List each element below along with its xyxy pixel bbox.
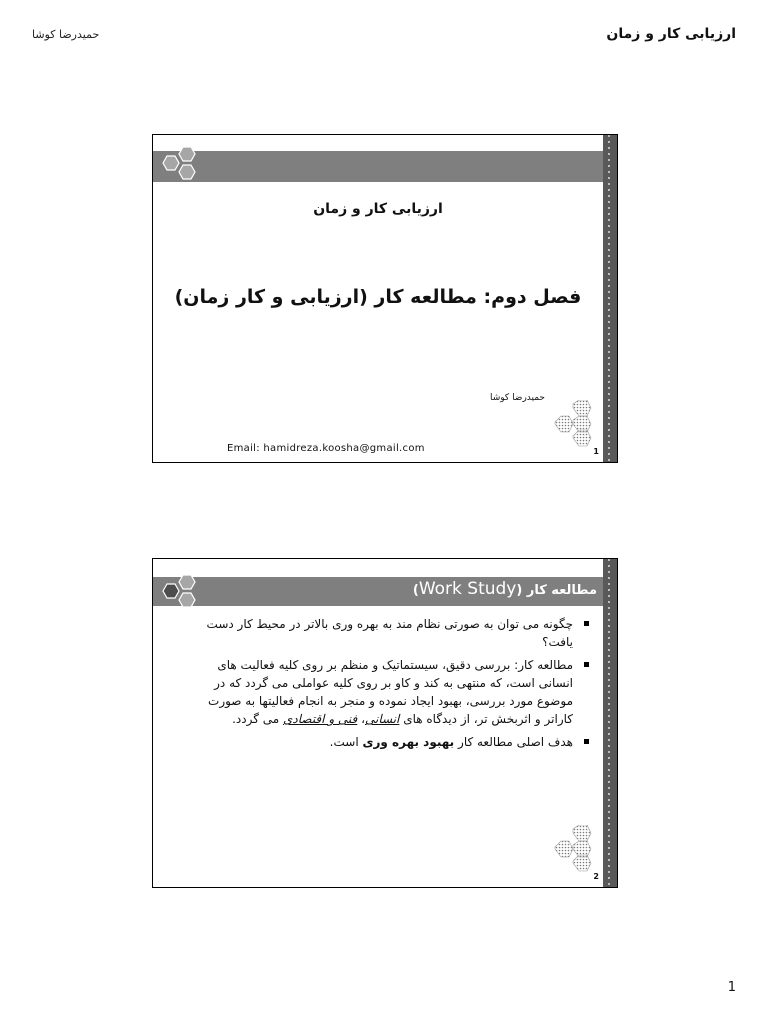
bullet-end: می گردد. (232, 712, 284, 726)
email-label: Email: (227, 443, 260, 454)
bullet-list (199, 615, 589, 756)
slide-right-strip (603, 135, 617, 462)
slide-2 (152, 558, 618, 888)
heading-persian: مطالعه کار ( (516, 583, 597, 598)
emphasis-tech-econ: فنی و اقتصادی (283, 712, 358, 726)
slide-number: 1 (593, 447, 599, 456)
slide-author: حمیدرضا کوشا (489, 393, 545, 403)
slide-1 (152, 134, 618, 463)
slide-right-strip (603, 559, 617, 887)
page-header-title: ارزیابی کار و زمان (606, 26, 736, 42)
title-bar (153, 151, 603, 182)
slide-heading (413, 579, 597, 599)
bullet-text: چگونه می توان به صورتی نظام مند به بهره وری بالاتر در محیط کار دست یافت؟ (206, 617, 573, 649)
slide-subtitle: ارزیابی کار و زمان (313, 201, 443, 217)
bullet-item-2 (199, 656, 589, 728)
bullet-sep: ، (357, 712, 365, 726)
email-line (227, 443, 425, 454)
email-address: hamidreza.koosha@gmail.com (263, 443, 425, 454)
bullet-text: هدف اصلی مطالعه کار (454, 735, 573, 749)
hexagon-logo-icon (157, 571, 205, 617)
emphasis-human: انسانی (364, 712, 400, 726)
page-header-author: حمیدرضا کوشا (32, 28, 100, 41)
heading-paren: ) (412, 583, 419, 598)
emphasis-productivity: بهبود بهره وری (362, 735, 455, 749)
heading-english: Work Study (418, 579, 517, 599)
bullet-text: مطالعه کار: بررسی دقیق، سیستماتیک و منظم بر روی کلیه فعالیت های انسانی است، که منتهی به کند و کاو بر روی کلیه عواملی می گردد که در موضوع مورد بررسی، بهبود ایجاد نموده و منجر به انجام فعالیتها به صورت کاراتر و اثربخش تر، از دیدگاه های (208, 658, 573, 726)
page-number: 1 (727, 980, 736, 995)
slide-number: 2 (593, 872, 599, 881)
slide-title: فصل دوم: مطالعه کار (ارزیابی و کار زمان) (174, 286, 582, 308)
bullet-end: است. (329, 735, 363, 749)
bullet-item-3 (199, 733, 589, 751)
bullet-item-1 (199, 615, 589, 651)
hexagon-logo-icon (157, 145, 205, 191)
